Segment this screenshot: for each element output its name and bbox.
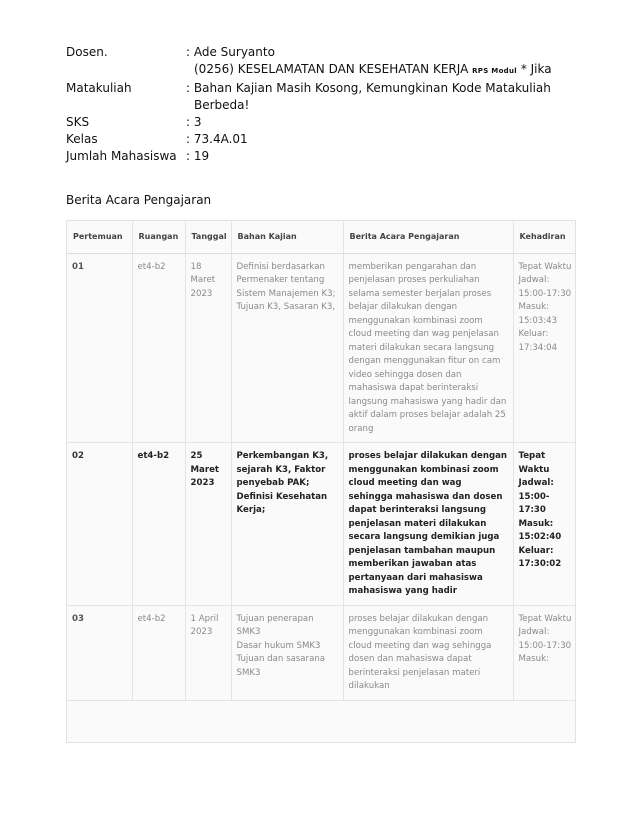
cell-pertemuan: 03 xyxy=(67,605,132,700)
table-header-row xyxy=(67,221,576,253)
table-row xyxy=(67,605,576,700)
matakuliah-value: : Bahan Kajian Masih Kosong, Kemungkinan Kode Matakuliah xyxy=(186,81,551,95)
kelas-row xyxy=(66,131,574,148)
teaching-log-table xyxy=(66,220,576,743)
rps-modul-link[interactable]: RPS Modul xyxy=(472,67,517,75)
course-note: * Jika xyxy=(520,62,552,76)
cell-bahan-kajian: Definisi berdasarkan Permenaker tentang Sistem Manajemen K3; Tujuan K3, Sasaran K3, xyxy=(231,253,343,443)
table-row xyxy=(67,443,576,606)
dosen-label: Dosen. xyxy=(66,45,108,59)
cell-bahan-kajian: Perkembangan K3, sejarah K3, Faktor penyebab PAK; Definisi Kesehatan Kerja; xyxy=(231,443,343,606)
matakuliah-value-cont: Berbeda! xyxy=(194,98,250,112)
course-code-name: (0256) KESELAMATAN DAN KESEHATAN KERJA xyxy=(194,62,469,76)
cell-pertemuan: 02 xyxy=(67,443,132,606)
cell-berita-acara: proses belajar dilakukan dengan menggunakan kombinasi zoom cloud meeting dan wag sehingga dosen dan mahasiswa dapat berinteraksi penjelasan materi dilakukan xyxy=(343,605,513,700)
header-kehadiran: Kehadiran xyxy=(513,221,576,253)
sks-row xyxy=(66,114,574,131)
cell-kehadiran: Tepat Waktu Jadwal: 15:00-17:30 Masuk: xyxy=(513,605,576,700)
cell-ruangan: et4-b2 xyxy=(132,253,185,443)
jumlah-row xyxy=(66,148,574,165)
table-row xyxy=(67,253,576,443)
lecturer-info xyxy=(66,44,574,165)
cell-ruangan: et4-b2 xyxy=(132,443,185,606)
jumlah-label: Jumlah Mahasiswa xyxy=(66,149,177,163)
kelas-label: Kelas xyxy=(66,132,98,146)
jumlah-value: : 19 xyxy=(186,149,210,163)
cell-bahan-kajian: Tujuan penerapan SMK3 Dasar hukum SMK3 Tujuan dan sasarana SMK3 xyxy=(231,605,343,700)
course-row xyxy=(66,61,574,80)
matakuliah-label: Matakuliah xyxy=(66,81,132,95)
kelas-value: : 73.4A.01 xyxy=(186,132,248,146)
section-title: Berita Acara Pengajaran xyxy=(66,193,212,207)
dosen-value: : Ade Suryanto xyxy=(186,45,275,59)
dosen-row xyxy=(66,44,574,61)
matakuliah-row xyxy=(66,80,574,114)
cell-kehadiran: Tepat Waktu Jadwal: 15:00-17:30 Masuk: 15:02:40 Keluar: 17:30:02 xyxy=(513,443,576,606)
cell-berita-acara: memberikan pengarahan dan penjelasan proses perkuliahan selama semester berjalan proses belajar dilakukan dengan menggunakan kombinasi zoom cloud meeting dan wag penjelasan materi dilakukan secara langsung dengan menggunakan fitur on cam video sehingga dosen dan mahasiswa dapat berinteraksi langsung mahasiswa yang hadir dan aktif dalam proses belajar adalah 25 orang xyxy=(343,253,513,443)
sks-value: : 3 xyxy=(186,115,202,129)
cell-tanggal: 18 Maret 2023 xyxy=(185,253,231,443)
cell-tanggal: 25 Maret 2023 xyxy=(185,443,231,606)
cell-tanggal: 1 April 2023 xyxy=(185,605,231,700)
sks-label: SKS xyxy=(66,115,90,129)
cell-ruangan: et4-b2 xyxy=(132,605,185,700)
cell-berita-acara: proses belajar dilakukan dengan menggunakan kombinasi zoom cloud meeting dan wag sehingga mahasiswa dan dosen dapat berinteraksi langsung penjelasan materi dilakukan secara langsung demikian juga penjelasan tambahan maupun memberikan jawaban atas pertanyaan dari mahasiswa mahasiswa yang hadir xyxy=(343,443,513,606)
cell-kehadiran: Tepat Waktu Jadwal: 15:00-17:30 Masuk: 15:03:43 Keluar: 17:34:04 xyxy=(513,253,576,443)
header-ruangan: Ruangan xyxy=(132,221,185,253)
header-bahan-kajian: Bahan Kajian xyxy=(231,221,343,253)
header-tanggal: Tanggal xyxy=(185,221,231,253)
header-pertemuan: Pertemuan xyxy=(67,221,132,253)
header-berita-acara: Berita Acara Pengajaran xyxy=(343,221,513,253)
cell-pertemuan: 01 xyxy=(67,253,132,443)
